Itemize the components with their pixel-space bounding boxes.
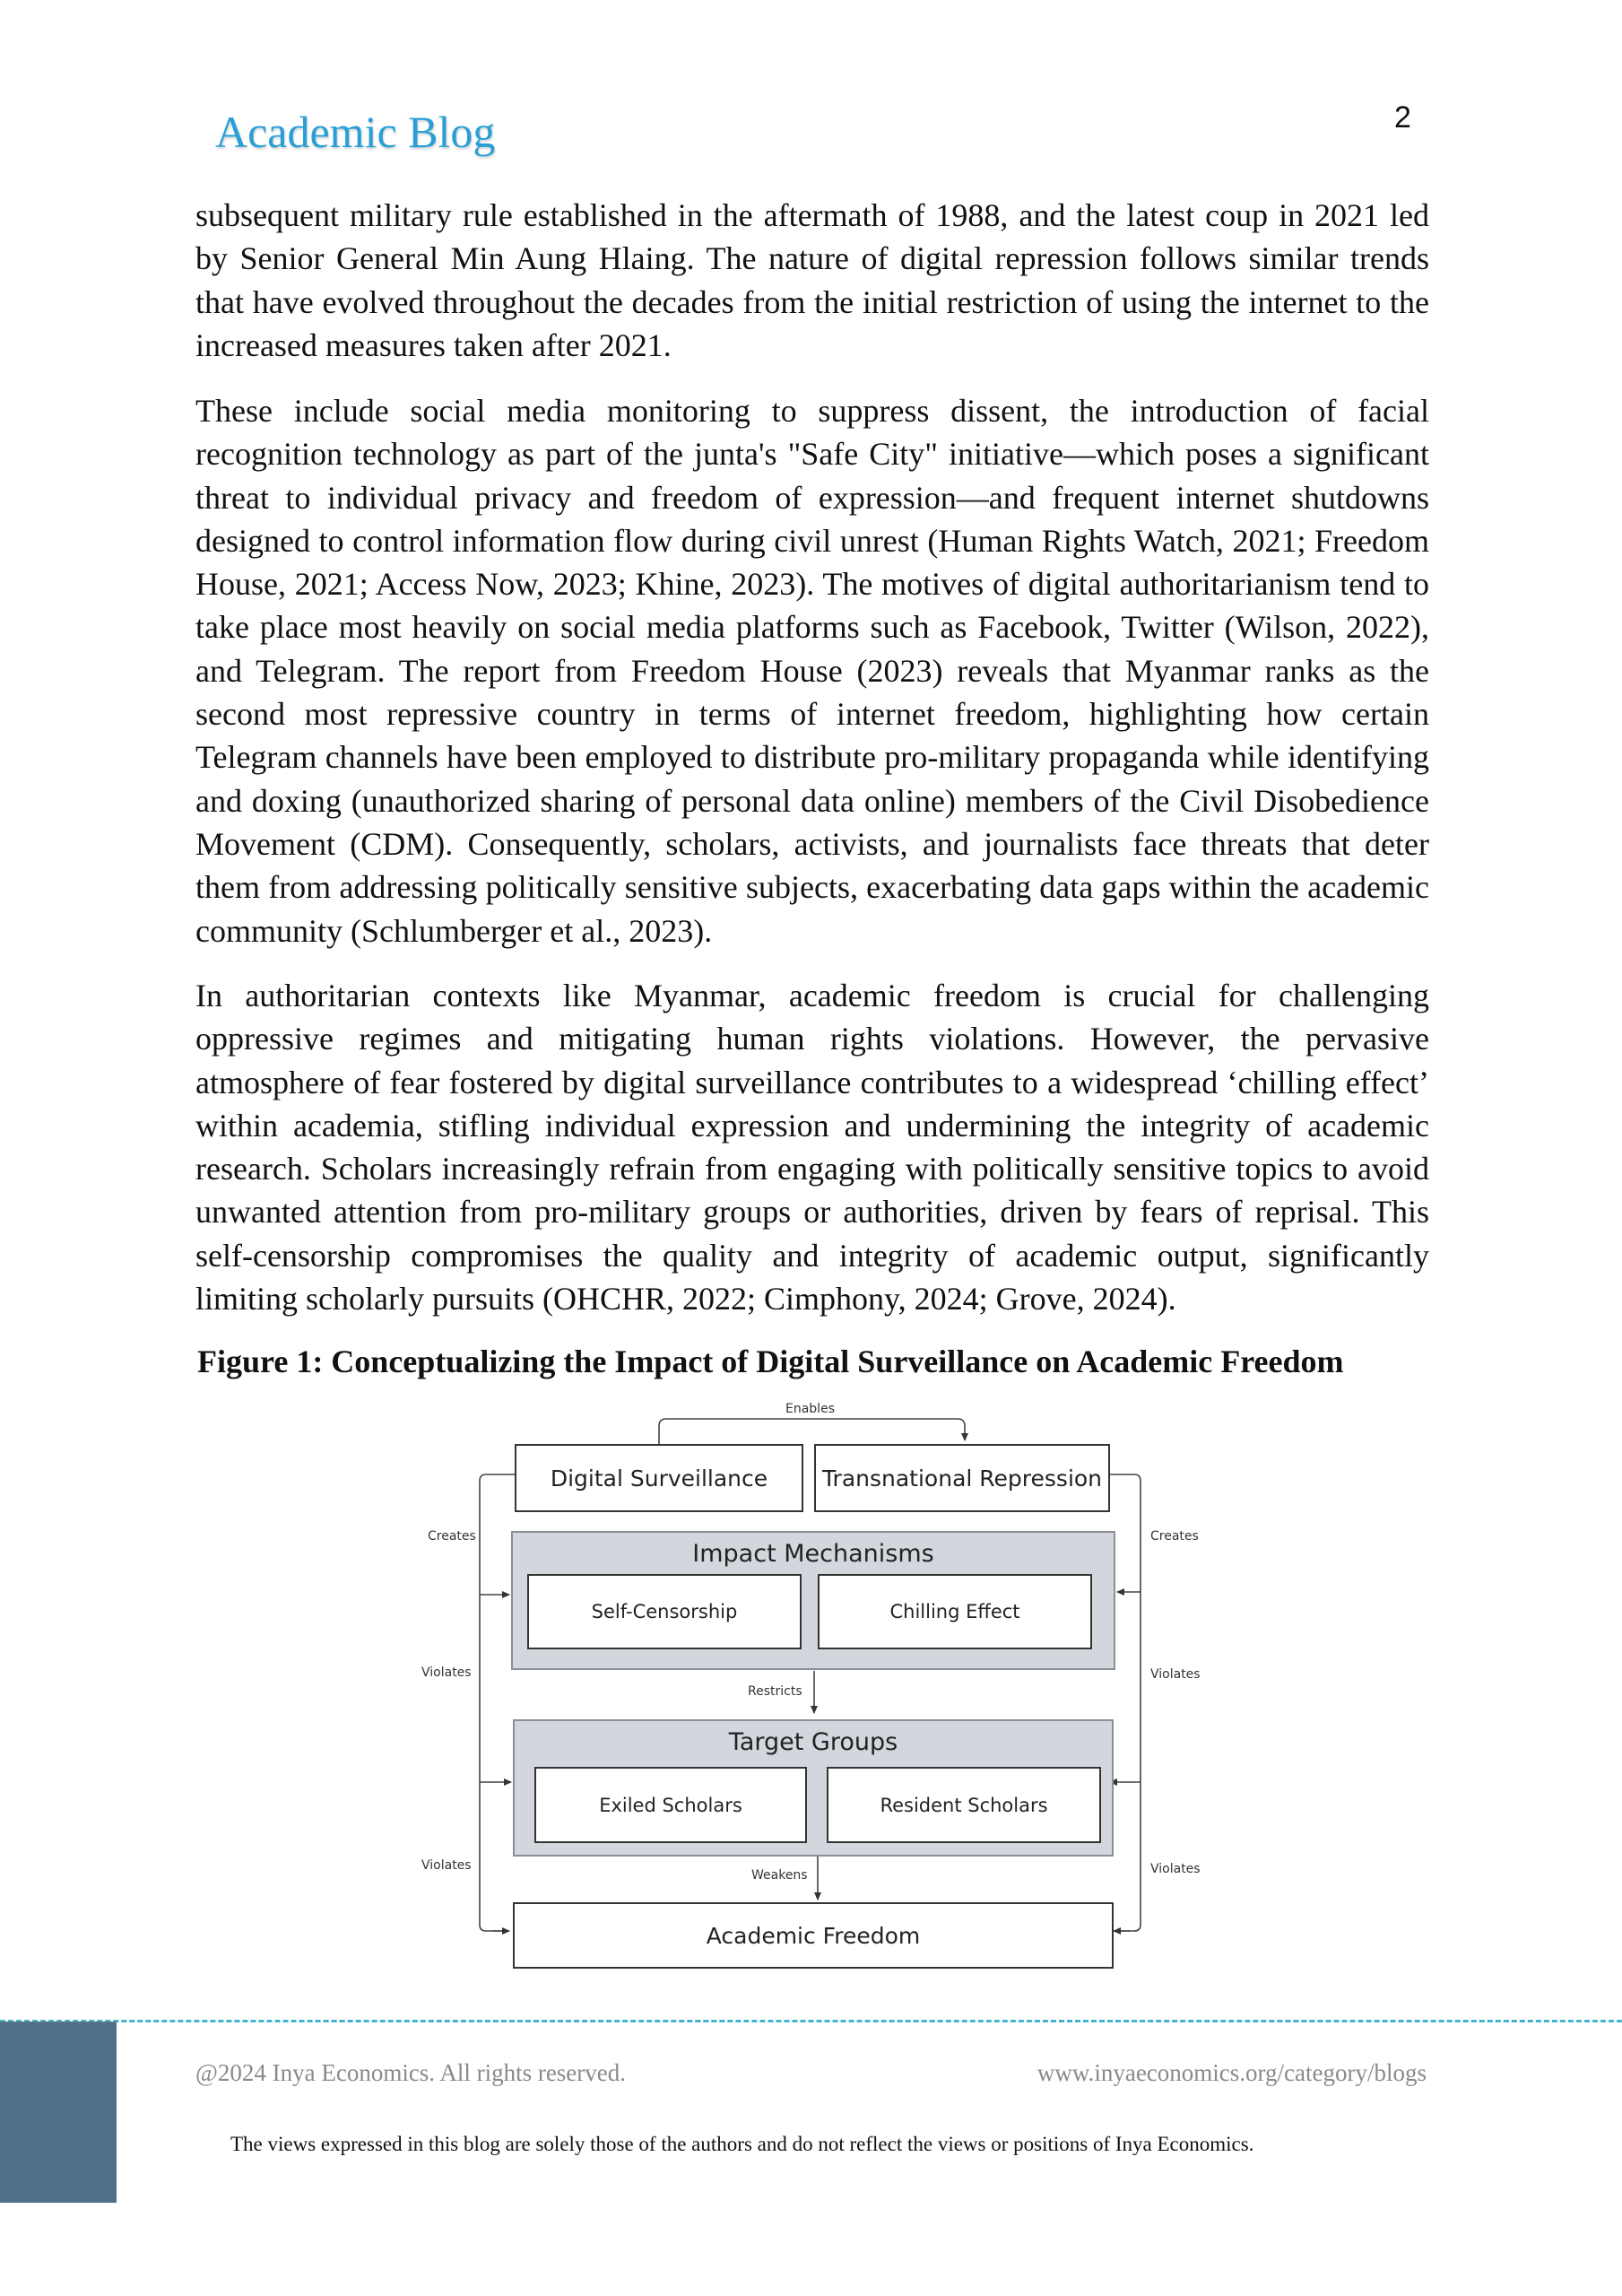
footer-accent-bar (0, 2022, 117, 2203)
body-paragraph-1 (195, 194, 1429, 367)
node-label: Resident Scholars (880, 1794, 1048, 1816)
left-bracket-line (480, 1474, 515, 1931)
edge-label-violates-left-1: Violates (421, 1665, 472, 1680)
edge-label-enables: Enables (785, 1402, 835, 1416)
node-academic-freedom (513, 1902, 1114, 1969)
node-chilling-effect (818, 1574, 1092, 1649)
paragraph-text: In authoritarian contexts like Myanmar, academic freedom is crucial for challenging oppressive regimes and mitigating human rights violations. However, the pervasive atmosphere of fear fostered by digital surveillance contributes to a widespread ‘chilling effect’ within academia, stifling individual expression and undermining the integrity of academic research. Scholars increasingly refrain from engaging with politically sensitive topics to avoid unwanted attention from pro-military groups or authorities, driven by fears of reprisal. This self-censorship compromises the quality and integrity of academic output, significantly limiting scholarly pursuits (OHCHR, 2022; Cimphony, 2024; Grove, 2024). (195, 978, 1429, 1318)
node-label: Academic Freedom (706, 1922, 921, 1949)
footer-url: www.inyaeconomics.org/category/blogs (1037, 2059, 1427, 2086)
paragraph-text: subsequent military rule established in the aftermath of 1988, and the latest coup in 2021 led by Senior General Min Aung Hlaing. The nature of digital repression follows similar trends that have evolved throughout the decades from the initial restriction of using the internet to the increased measures taken after 2021. (195, 197, 1429, 363)
edge-label-weakens: Weakens (751, 1868, 808, 1883)
body-paragraph-2 (195, 389, 1429, 952)
footer-copyright: @2024 Inya Economics. All rights reserved. (195, 2059, 627, 2086)
edge-label-violates-right-1: Violates (1150, 1667, 1201, 1682)
enables-arrow (659, 1419, 965, 1444)
edge-label-creates-left: Creates (428, 1529, 476, 1544)
node-label: Exiled Scholars (599, 1794, 742, 1816)
footer-divider (0, 2020, 1622, 2022)
node-resident-scholars (827, 1767, 1101, 1843)
page-number: 2 (1394, 100, 1411, 135)
edge-label-restricts: Restricts (748, 1684, 802, 1699)
body-paragraph-3 (195, 974, 1429, 1320)
node-exiled-scholars (534, 1767, 807, 1843)
paragraph-text: These include social media monitoring to suppress dissent, the introduction of facial recognition technology as part of the junta's "Safe City" initiative—which poses a significant threat to individual privacy and freedom of expression—and frequent internet shutdowns designed to control information flow during civil unrest (Human Rights Watch, 2021; Freedom House, 2021; Access Now, 2023; Khine, 2023). The motives of digital authoritarianism tend to take place most heavily on social media platforms such as Facebook, Twitter (Wilson, 2022), and Telegram. The report from Freedom House (2023) reveals that Myanmar ranks as the second most repressive country in terms of internet freedom, highlighting how certain Telegram channels have been employed to distribute pro-military propaganda while identifying and doxing (unauthorized sharing of personal data online) members of the Civil Disobedience Movement (CDM). Consequently, scholars, activists, and journalists face threats that deter them from addressing politically sensitive subjects, exacerbating data gaps within the academic community (Schlumberger et al., 2023). (195, 393, 1429, 949)
concept-diagram (403, 1390, 1210, 1982)
blog-title: Academic Blog (215, 107, 496, 157)
node-label: Self-Censorship (591, 1601, 738, 1622)
group-title: Target Groups (728, 1728, 898, 1756)
footer-disclaimer: The views expressed in this blog are solely those of the authors and do not reflect the views or positions of Inya Economics. (230, 2133, 1254, 2155)
edge-label-violates-right-2: Violates (1150, 1862, 1201, 1876)
node-transnational-repression (814, 1444, 1110, 1512)
node-self-censorship (527, 1574, 802, 1649)
group-title: Impact Mechanisms (692, 1540, 934, 1568)
edge-label-creates-right: Creates (1150, 1529, 1199, 1544)
node-label: Chilling Effect (889, 1601, 1020, 1622)
node-label: Transnational Repression (821, 1465, 1103, 1492)
node-label: Digital Surveillance (550, 1465, 768, 1492)
node-digital-surveillance (515, 1444, 803, 1512)
figure-caption: Figure 1: Conceptualizing the Impact of Digital Surveillance on Academic Freedom (197, 1344, 1344, 1379)
edge-label-violates-left-2: Violates (421, 1858, 472, 1873)
